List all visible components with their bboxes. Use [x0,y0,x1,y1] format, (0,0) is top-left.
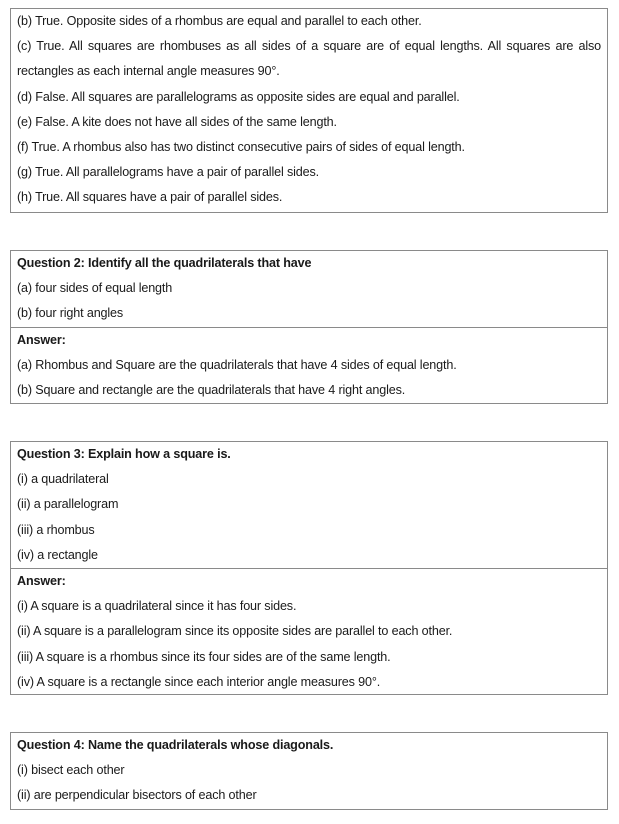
answer-line-d: (d) False. All squares are parallelograms as opposite sides are equal and parallel. [17,89,460,104]
answer-line: (a) Rhombus and Square are the quadrilaterals that have 4 sides of equal length. [17,358,457,373]
answer-label: Answer: [17,333,66,347]
question-part: (ii) a parallelogram [17,497,119,512]
answer-line-h: (h) True. All squares have a pair of parallel sides. [17,190,283,205]
question-title: Question 2: Identify all the quadrilaterals that have [17,256,312,270]
question-part: (b) four right angles [17,306,124,321]
question-4-box [10,732,608,810]
question-title: Question 3: Explain how a square is. [17,447,231,461]
question-section [11,251,607,327]
answer-line-g: (g) True. All parallelograms have a pair of parallel sides. [17,165,319,180]
question-section [11,733,607,809]
question-part: (i) a quadrilateral [17,472,109,487]
question-part: (a) four sides of equal length [17,281,173,296]
question-1-answer-box [10,8,608,213]
answer-line-b: (b) True. Opposite sides of a rhombus are equal and parallel to each other. [17,14,422,28]
question-title: Question 4: Name the quadrilaterals whose diagonals. [17,738,334,752]
answer-section [11,568,607,695]
question-2-box [10,250,608,404]
question-part: (i) bisect each other [17,763,125,778]
question-part: (iv) a rectangle [17,547,98,562]
answer-line-c: (c) True. All squares are rhombuses as all sides of a square are of equal lengths. All squares are also rectangles as each internal angle measures 90°. [17,39,601,79]
answer-label: Answer: [17,574,66,588]
answer-line: (b) Square and rectangle are the quadrilaterals that have 4 right angles. [17,383,406,398]
question-section [11,442,607,568]
answer-line: (i) A square is a quadrilateral since it has four sides. [17,599,297,614]
answer-section [11,327,607,404]
question-3-box [10,441,608,695]
answer-line: (iii) A square is a rhombus since its four sides are of the same length. [17,649,391,664]
answer-section [11,9,607,211]
question-part: (iii) a rhombus [17,522,95,537]
answer-line-e: (e) False. A kite does not have all sides of the same length. [17,114,337,129]
answer-line: (iv) A square is a rectangle since each interior angle measures 90°. [17,674,381,689]
answer-line-f: (f) True. A rhombus also has two distinct consecutive pairs of sides of equal length. [17,139,465,154]
answer-line: (ii) A square is a parallelogram since its opposite sides are parallel to each other. [17,624,453,639]
question-part: (ii) are perpendicular bisectors of each other [17,788,257,803]
